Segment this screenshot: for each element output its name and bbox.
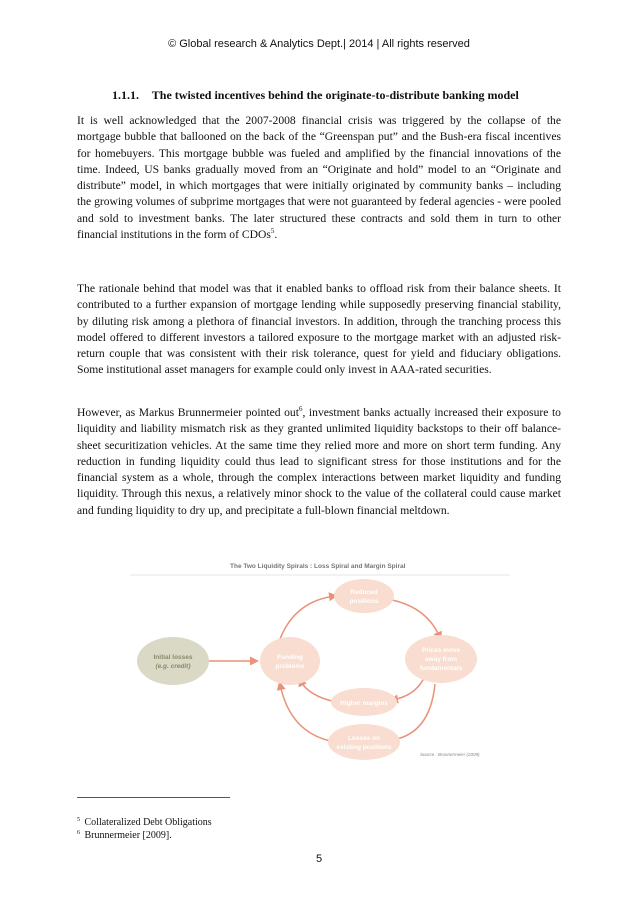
node-reduced-positions (334, 579, 394, 613)
footnote-6-number: 6 (77, 829, 80, 836)
arrow-funding-to-reduced (280, 596, 335, 639)
footnote-5 (77, 817, 212, 829)
node-prices-sublabel: away from (424, 656, 458, 663)
page-number: 5 (315, 853, 323, 865)
footnote-ref-5[interactable]: 5 (270, 227, 275, 236)
liquidity-spirals-diagram (130, 556, 510, 766)
diagram-source: Source : Brunnermeier (2009) (420, 752, 480, 757)
footnote-ref-6[interactable]: 6 (298, 405, 303, 414)
section-heading (112, 88, 519, 103)
node-losses-sublabel: existing positions (336, 744, 392, 751)
node-prices-sublabel-2: fundamentals (419, 665, 463, 672)
section-title-text: The twisted incentives behind the originate-to-distribute banking model (151, 88, 519, 102)
paragraph-1-text: It is well acknowledged that the 2007-2008 financial crisis was triggered by the collapse of the mortgage bubble that ballooned on the back of the “Greenspan put” and the Bush-era fiscal incentives for homebuyers. This mortgage bubble was fueled and amplified by the financial innovations of the time. Indeed, US banks gradually moved from an “Originate and hold” model to an “Originate and distribute” model, in which mortgages that were initially originated by community banks – including the growing volumes of subprime mortgages that were not guaranteed by federal agencies - were pooled and sold to investment banks. The later structured these contracts and sold them in turn to other financial institutions in the form of CDOs (77, 114, 561, 242)
footnote-5-text: Collateralized Debt Obligations (84, 817, 212, 828)
footnote-separator (77, 797, 230, 798)
arrow-losses-to-funding (280, 684, 335, 742)
node-initial-losses (137, 637, 209, 685)
node-prices-label: Prices move (421, 647, 461, 654)
diagram-title: The Two Liquidity Spirals : Loss Spiral and Margin Spiral (230, 563, 406, 570)
node-reduced-sublabel: positions (349, 598, 379, 605)
arrow-reduced-to-prices (392, 600, 440, 638)
node-funding-problems (260, 637, 320, 685)
paragraph-3 (77, 405, 561, 519)
arrow-margins-to-funding (300, 680, 336, 702)
node-margins-label: Higher margins (340, 700, 388, 707)
footnote-6 (77, 830, 172, 842)
paragraph-3-after: , investment banks actually increased their exposure to liquidity and liability mismatch risk as they granted unlimited liquidity backstops to their off balance-sheet securitization vehicles. At the same time they relied more and more on short term funding. Any reduction in funding liquidity could thus lead to significant stress for those institutions and for the financial system as a whole, through the complex interactions between market liquidity and funding liquidity. Through this nexus, a relatively minor shock to the value of the collateral could cause market and funding liquidity to dry up, and precipitate a full-blown financial meltdown. (77, 406, 561, 517)
footnote-5-number: 5 (77, 816, 80, 823)
paragraph-1 (77, 113, 561, 243)
node-losses-label: Losses on (347, 735, 381, 742)
node-reduced-label: Reduced (350, 589, 378, 596)
diagram-svg (130, 556, 510, 766)
node-funding-sublabel: problems (275, 663, 305, 670)
page-header: © Global research & Analytics Dept.| 2014 | All rights reserved (168, 38, 470, 50)
footnote-6-text: Brunnermeier [2009]. (84, 830, 172, 841)
arrow-prices-to-margins (392, 678, 424, 700)
paragraph-2: The rationale behind that model was that it enabled banks to offload risk from their balance sheets. It contributed to a further expansion of mortgage lending while supposedly preserving financial stability, by diluting risk among a plethora of financial investors. In addition, through the tranching process this model offered to different investors a tailored exposure to the mortgage market with an adjusted risk-return couple that was consistent with their risk tolerance, quest for yield and fiduciary obligations. Some institutional asset managers for example could only invest in AAA-rated securities. (77, 282, 561, 377)
node-funding-label: Funding (277, 654, 303, 661)
node-losses-existing (328, 724, 400, 760)
paragraph-3-before: However, as Markus Brunnermeier pointed out (77, 406, 299, 419)
arrow-prices-to-losses (392, 684, 435, 740)
section-number: 1.1.1. (112, 88, 139, 102)
node-initial-sublabel: (e.g. credit) (155, 663, 191, 670)
node-initial-label: Initial losses (153, 654, 193, 661)
paragraph-1-end: . (274, 228, 278, 242)
